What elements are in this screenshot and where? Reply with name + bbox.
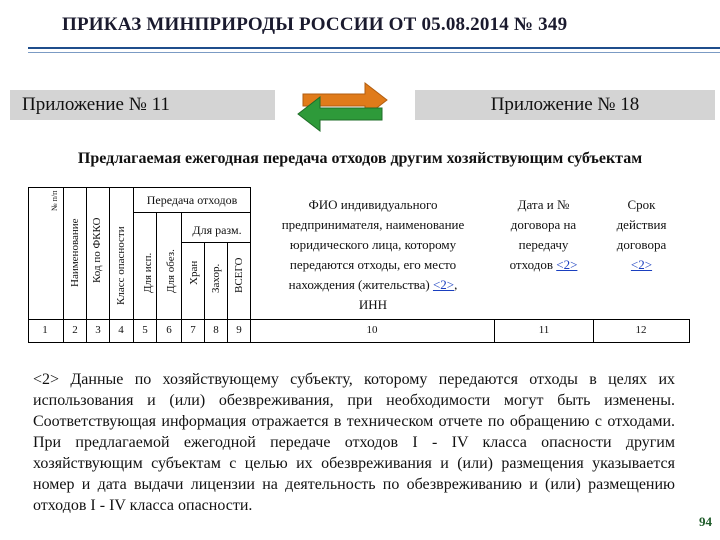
col-header-neutralization: Для обез. [165, 249, 177, 293]
table-border [86, 187, 87, 343]
column-number: 11 [538, 324, 550, 336]
table-border [28, 187, 29, 343]
table-border [156, 212, 157, 343]
recipient-line: ФИО индивидуального [308, 197, 438, 212]
appendix-left-label: Приложение № 11 [22, 94, 170, 115]
term-line: действия [616, 217, 667, 232]
table-border [494, 319, 495, 343]
footnote-link[interactable]: <2> [556, 257, 578, 272]
col-header-contract-date [496, 195, 591, 275]
footnote-link[interactable]: <2> [432, 277, 455, 292]
col-header-name: Наименование [69, 218, 81, 287]
waste-transfer-table [28, 187, 690, 343]
swap-arrows-icon [295, 80, 390, 132]
footnote-text: <2> Данные по хозяйствующему субъекту, которому передаются отходы в целях их использования и (или) обезвреживания, при необходимости могут быть изменены. Соответствующая информация отражается в техническом отчете по обращению с отходами. При предлагаемой ежегодной передаче отходов I - IV класса опасности другим хозяйствующим субъектам с целью их обезвреживания и (или) размещения указывается номер и дата выдачи лицензии на деятельность по обезвреживанию и (или) размещению отходов I - IV класса опасности. [33, 371, 675, 514]
term-line: Срок [627, 197, 656, 212]
col-header-burial: Захор. [210, 263, 222, 293]
recipient-inn: ИНН [358, 297, 388, 312]
recipient-line: нахождения (жительства) <2>, [288, 277, 458, 292]
column-number: 2 [72, 324, 78, 336]
col-header-number: № п/п [50, 190, 59, 211]
table-border [28, 187, 250, 188]
date-line: Дата и № [517, 197, 570, 212]
col-header-total: ВСЕГО [233, 257, 245, 293]
col-header-recipient [254, 195, 492, 315]
appendix-left-box [10, 90, 275, 120]
recipient-line-text: нахождения (жительства) [288, 277, 430, 292]
col-header-contract-term [594, 195, 689, 275]
col-group-placement: Для разм. [192, 223, 242, 237]
recipient-line: передаются отходы, его место [289, 257, 457, 272]
date-line: передачу [518, 237, 569, 252]
column-number: 8 [213, 324, 219, 336]
column-number: 5 [142, 324, 148, 336]
page-number: 94 [699, 514, 712, 529]
column-number: 1 [42, 324, 48, 336]
table-border [227, 242, 228, 343]
header-divider-thin [28, 52, 720, 53]
date-line [496, 255, 591, 275]
column-number: 4 [118, 324, 124, 336]
recipient-line: предпринимателя, наименование [281, 217, 465, 232]
section-heading: Предлагаемая ежегодная передача отходов другим хозяйствующим субъектам [77, 150, 643, 167]
header-divider [28, 47, 720, 49]
column-number: 7 [190, 324, 196, 336]
date-line: договора на [510, 217, 577, 232]
appendix-right-box [415, 90, 715, 120]
table-border [181, 242, 250, 243]
table-border [63, 187, 64, 343]
table-border [109, 187, 110, 343]
column-number: 3 [95, 324, 101, 336]
column-number: 10 [366, 324, 378, 336]
column-number: 9 [236, 324, 242, 336]
column-number: 6 [166, 324, 172, 336]
appendix-right-label: Приложение № 18 [490, 94, 640, 115]
table-border [689, 319, 690, 343]
table-border [28, 319, 690, 320]
recipient-line: юридического лица, которому [289, 237, 457, 252]
col-header-use: Для исп. [142, 252, 154, 293]
column-number: 12 [635, 324, 647, 336]
col-group-transfer: Передача отходов [146, 193, 238, 207]
table-border [133, 187, 134, 343]
table-border [204, 242, 205, 343]
footnote-link[interactable]: <2> [630, 257, 653, 272]
page-title: ПРИКАЗ МИНПРИРОДЫ РОССИИ ОТ 05.08.2014 № 349 [62, 14, 568, 35]
col-header-fkko-code: Код по ФККО [91, 217, 103, 283]
table-border [133, 212, 250, 213]
table-border [28, 342, 690, 343]
table-border [593, 319, 594, 343]
col-header-hazard-class: Класс опасности [115, 226, 127, 305]
col-header-storage: Хран [188, 260, 200, 285]
term-line: договора [616, 237, 667, 252]
date-line-text: отходов [509, 257, 553, 272]
table-border [250, 187, 251, 343]
